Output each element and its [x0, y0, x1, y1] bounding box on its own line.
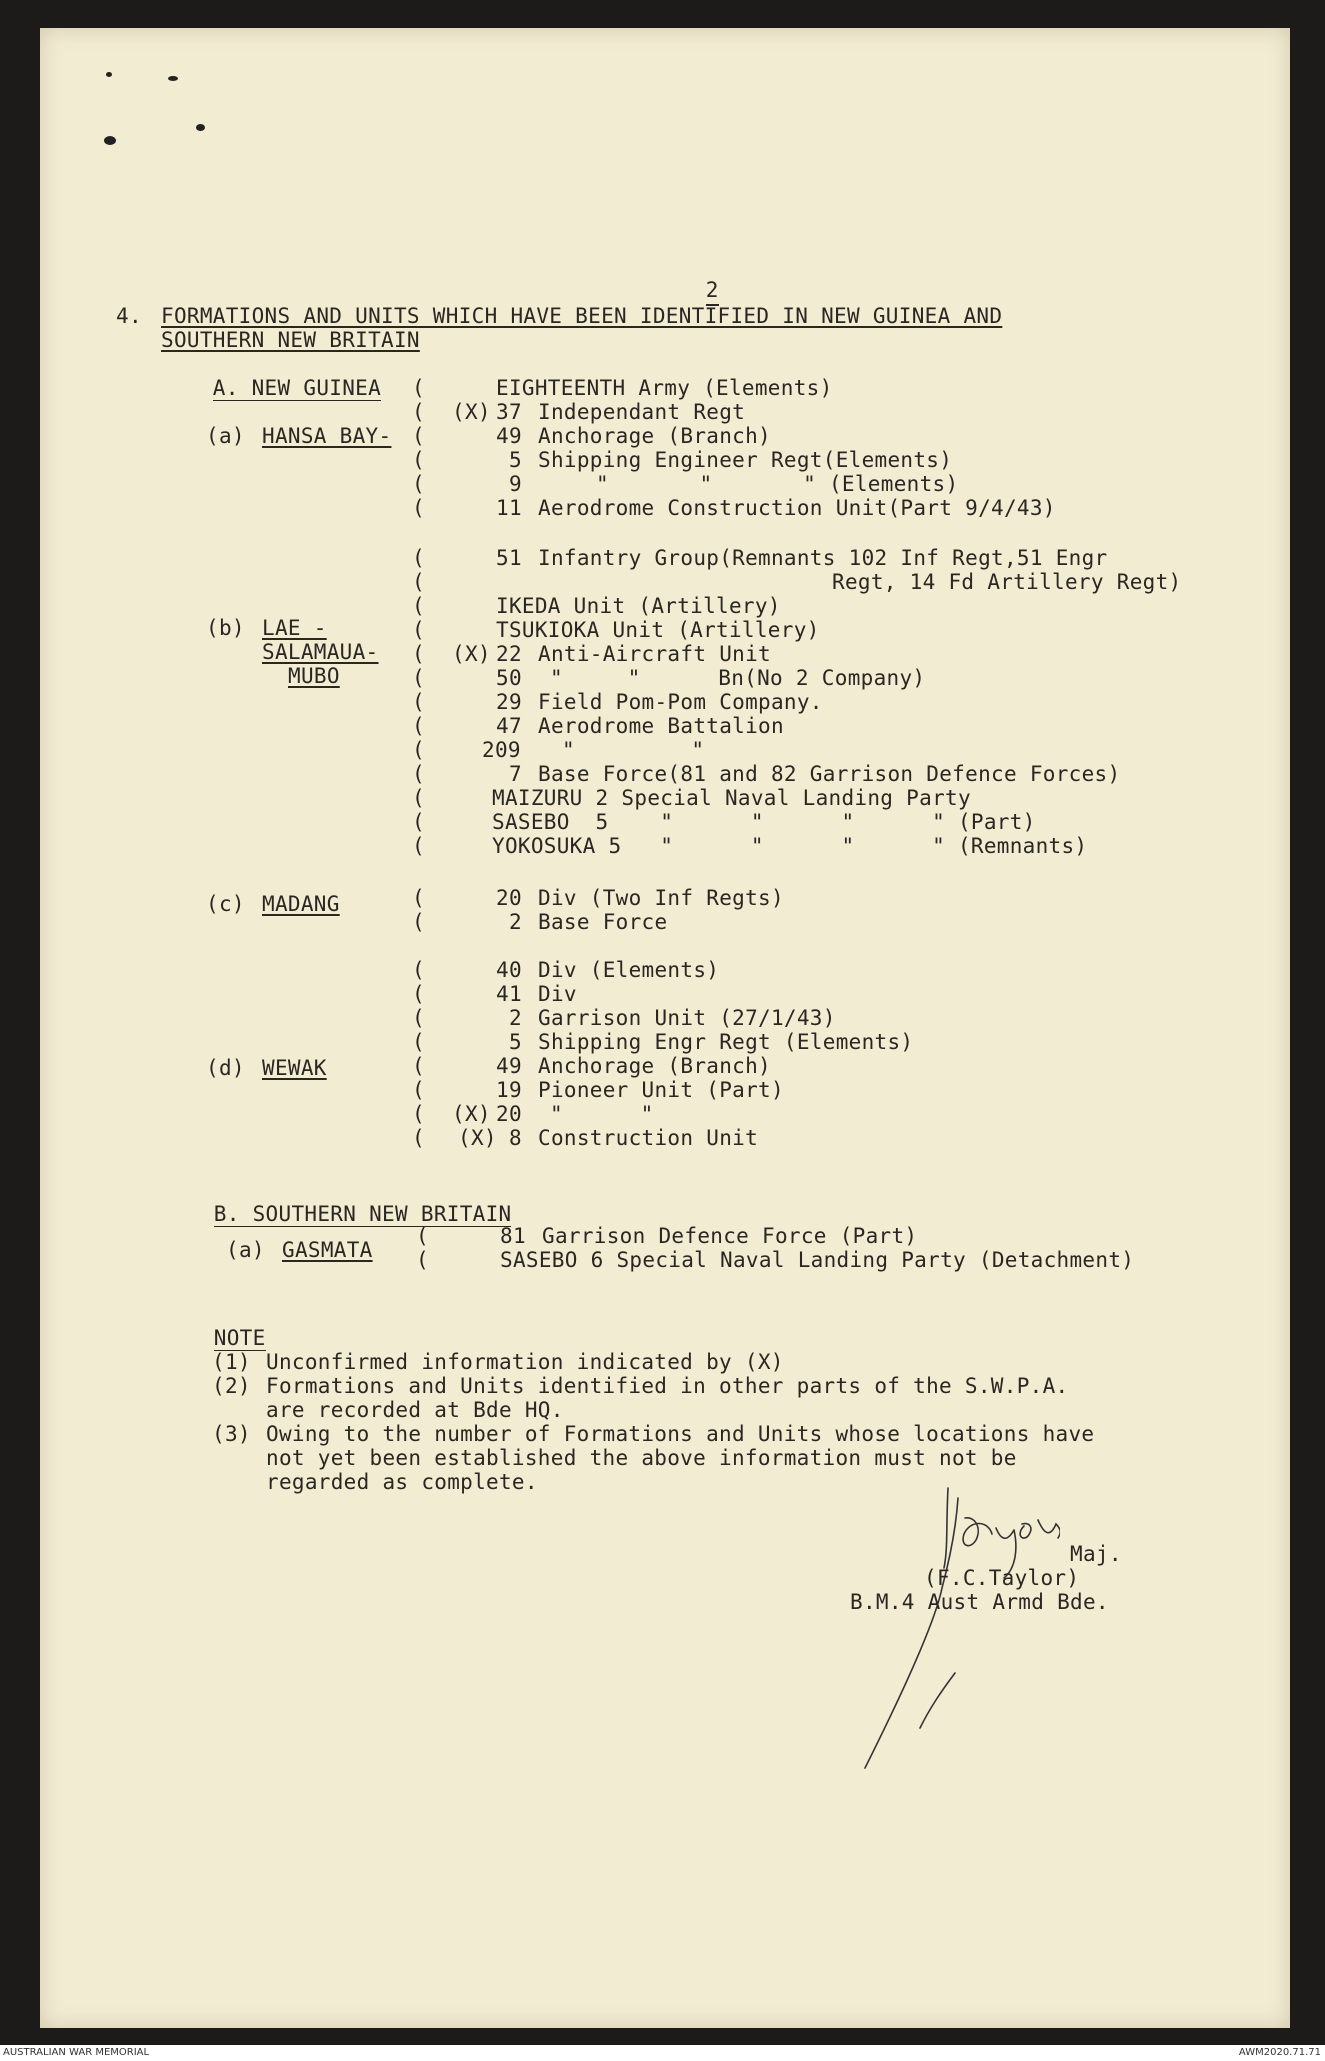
bracket-mark: (: [412, 1078, 425, 1102]
entry-text: Aerodrome Battalion: [538, 714, 784, 738]
entry-number: 20: [496, 886, 522, 910]
entry-text: Shipping Engr Regt (Elements): [538, 1030, 914, 1054]
heading-line-2: SOUTHERN NEW BRITAIN: [161, 328, 420, 352]
entry-text: Independant Regt: [538, 400, 746, 424]
entry-number: 2: [509, 1006, 522, 1030]
note-label: NOTE: [213, 1326, 266, 1350]
bracket-mark: (: [412, 618, 425, 642]
signatory-rank: Maj.: [1070, 1542, 1122, 1566]
entry-number: 40: [496, 958, 522, 982]
entry-text: Infantry Group(Remnants 102 Inf Regt,51 Engr: [538, 546, 1108, 570]
page-number: 2: [654, 254, 719, 326]
entry-number: 50: [496, 666, 522, 690]
entry-number: 49: [496, 1054, 522, 1078]
entry-text: Shipping Engineer Regt(Elements): [538, 448, 953, 472]
entry-mark: (X): [452, 1102, 491, 1126]
group-b-a-letter: (a): [226, 1238, 265, 1262]
entry-text: Garrison Defence Force (Part): [542, 1224, 918, 1248]
entry-number: 9: [509, 472, 522, 496]
bracket-mark: (: [412, 714, 425, 738]
group-b-place-3: MUBO: [288, 664, 340, 688]
bracket-mark: (: [412, 690, 425, 714]
archive-footer: [0, 2045, 1325, 2061]
bracket-mark: (: [412, 666, 425, 690]
entry-text: " ": [562, 738, 705, 762]
punch-mark: [106, 72, 112, 77]
entry-number: 5: [509, 448, 522, 472]
entry-number: 19: [496, 1078, 522, 1102]
entry-number: 81: [500, 1224, 526, 1248]
entry-number: 7: [509, 762, 522, 786]
footer-reference: AWM2020.71.71: [1238, 2047, 1321, 2058]
group-b-a-place: GASMATA: [282, 1238, 373, 1262]
group-b-place: LAE -: [262, 616, 327, 640]
entry-number: 41: [496, 982, 522, 1006]
entry-text: MAIZURU 2 Special Naval Landing Party: [492, 786, 971, 810]
bracket-mark: (: [412, 1030, 425, 1054]
entry-mark: (X): [452, 400, 491, 424]
entry-number: 20: [496, 1102, 522, 1126]
note-item-1-text: Unconfirmed information indicated by (X): [266, 1350, 784, 1374]
bracket-mark: (: [412, 958, 425, 982]
punch-mark: [104, 136, 116, 145]
group-b-letter: (b): [206, 616, 245, 640]
bracket-mark: (: [412, 1054, 425, 1078]
entry-text: Field Pom-Pom Company.: [538, 690, 823, 714]
group-c-place: MADANG: [262, 892, 340, 916]
handwritten-signature: [760, 1468, 1060, 1798]
entry-text: Anti-Aircraft Unit: [538, 642, 771, 666]
entry-text: TSUKIOKA Unit (Artillery): [496, 618, 820, 642]
group-b-place-2: SALAMAUA-: [262, 640, 379, 664]
entry-text: " " Bn(No 2 Company): [550, 666, 926, 690]
bracket-mark: (: [412, 834, 425, 858]
group-d-place: WEWAK: [262, 1056, 327, 1080]
punch-mark: [196, 124, 205, 131]
entry-number: 29: [496, 690, 522, 714]
bracket-mark: (: [412, 472, 425, 496]
entry-mark: (X): [452, 642, 491, 666]
bracket-mark: (: [412, 810, 425, 834]
note-item-2-number: (2): [212, 1374, 251, 1398]
bracket-mark: (: [412, 570, 425, 594]
signatory-appointment: B.M.4 Aust Armd Bde.: [850, 1590, 1109, 1614]
entry-text: Anchorage (Branch): [538, 1054, 771, 1078]
section-b-label: B. SOUTHERN NEW BRITAIN: [213, 1202, 512, 1226]
bracket-mark: (: [412, 496, 425, 520]
entry-number: 37: [496, 400, 522, 424]
entry-number: 49: [496, 424, 522, 448]
entry-text: Div: [538, 982, 577, 1006]
note-item-1-number: (1): [212, 1350, 251, 1374]
bracket-mark: (: [412, 1126, 425, 1150]
group-c-letter: (c): [206, 892, 245, 916]
note-item-3-text: regarded as complete.: [266, 1470, 538, 1494]
entry-text: Construction Unit: [538, 1126, 759, 1150]
bracket-mark: (: [412, 910, 425, 934]
entry-text: " " " (Elements): [596, 472, 959, 496]
heading-line-1: FORMATIONS AND UNITS WHICH HAVE BEEN IDENTIFIED IN NEW GUINEA AND: [161, 304, 1003, 328]
signatory-name: (F.C.Taylor): [924, 1566, 1080, 1590]
entry-text: SASEBO 5 " " " " (Part): [492, 810, 1036, 834]
note-item-3-number: (3): [212, 1422, 251, 1446]
entry-number: 51: [496, 546, 522, 570]
bracket-mark: (: [416, 1224, 429, 1248]
bracket-mark: (: [412, 1006, 425, 1030]
group-a-letter: (a): [206, 424, 245, 448]
entry-number: 209: [482, 738, 521, 762]
entry-number: 47: [496, 714, 522, 738]
group-a-place: HANSA BAY-: [262, 424, 392, 448]
entry-text: YOKOSUKA 5 " " " " (Remnants): [492, 834, 1088, 858]
entry-text: EIGHTEENTH Army (Elements): [496, 376, 833, 400]
entry-text: Pioneer Unit (Part): [538, 1078, 784, 1102]
entry-number: 8: [509, 1126, 522, 1150]
entry-text: Base Force: [538, 910, 668, 934]
bracket-mark: (: [412, 762, 425, 786]
entry-number: 5: [509, 1030, 522, 1054]
entry-text: Div (Two Inf Regts): [538, 886, 784, 910]
bracket-mark: (: [412, 546, 425, 570]
entry-number: 22: [496, 642, 522, 666]
bracket-mark: (: [412, 594, 425, 618]
entry-text: Regt, 14 Fd Artillery Regt): [832, 570, 1182, 594]
entry-text: SASEBO 6 Special Naval Landing Party (Detachment): [500, 1248, 1135, 1272]
footer-institution: AUSTRALIAN WAR MEMORIAL: [3, 2047, 150, 2058]
bracket-mark: (: [412, 642, 425, 666]
entry-text: Base Force(81 and 82 Garrison Defence Forces): [538, 762, 1121, 786]
document-page: [40, 28, 1290, 2028]
bracket-mark: (: [412, 738, 425, 762]
entry-text: " ": [550, 1102, 654, 1126]
bracket-mark: (: [412, 786, 425, 810]
entry-text: Div (Elements): [538, 958, 720, 982]
bracket-mark: (: [412, 982, 425, 1006]
entry-text: Anchorage (Branch): [538, 424, 771, 448]
bracket-mark: (: [412, 400, 425, 424]
group-d-letter: (d): [206, 1056, 245, 1080]
note-item-2-text: are recorded at Bde HQ.: [266, 1398, 564, 1422]
entry-mark: (X): [458, 1126, 497, 1150]
section-a-label: A. NEW GUINEA: [212, 376, 382, 400]
note-item-3-text: not yet been established the above information must not be: [266, 1446, 1017, 1470]
note-item-2-text: Formations and Units identified in other parts of the S.W.P.A.: [266, 1374, 1069, 1398]
bracket-mark: (: [416, 1248, 429, 1272]
bracket-mark: (: [412, 1102, 425, 1126]
entry-text: Garrison Unit (27/1/43): [538, 1006, 836, 1030]
entry-number: 11: [496, 496, 522, 520]
bracket-mark: (: [412, 376, 425, 400]
bracket-mark: (: [412, 448, 425, 472]
heading-number: 4.: [116, 304, 142, 328]
bracket-mark: (: [412, 886, 425, 910]
note-item-3-text: Owing to the number of Formations and Units whose locations have: [266, 1422, 1095, 1446]
entry-number: 2: [509, 910, 522, 934]
entry-text: IKEDA Unit (Artillery): [496, 594, 781, 618]
entry-text: Aerodrome Construction Unit(Part 9/4/43): [538, 496, 1056, 520]
bracket-mark: (: [412, 424, 425, 448]
punch-mark: [168, 76, 178, 81]
